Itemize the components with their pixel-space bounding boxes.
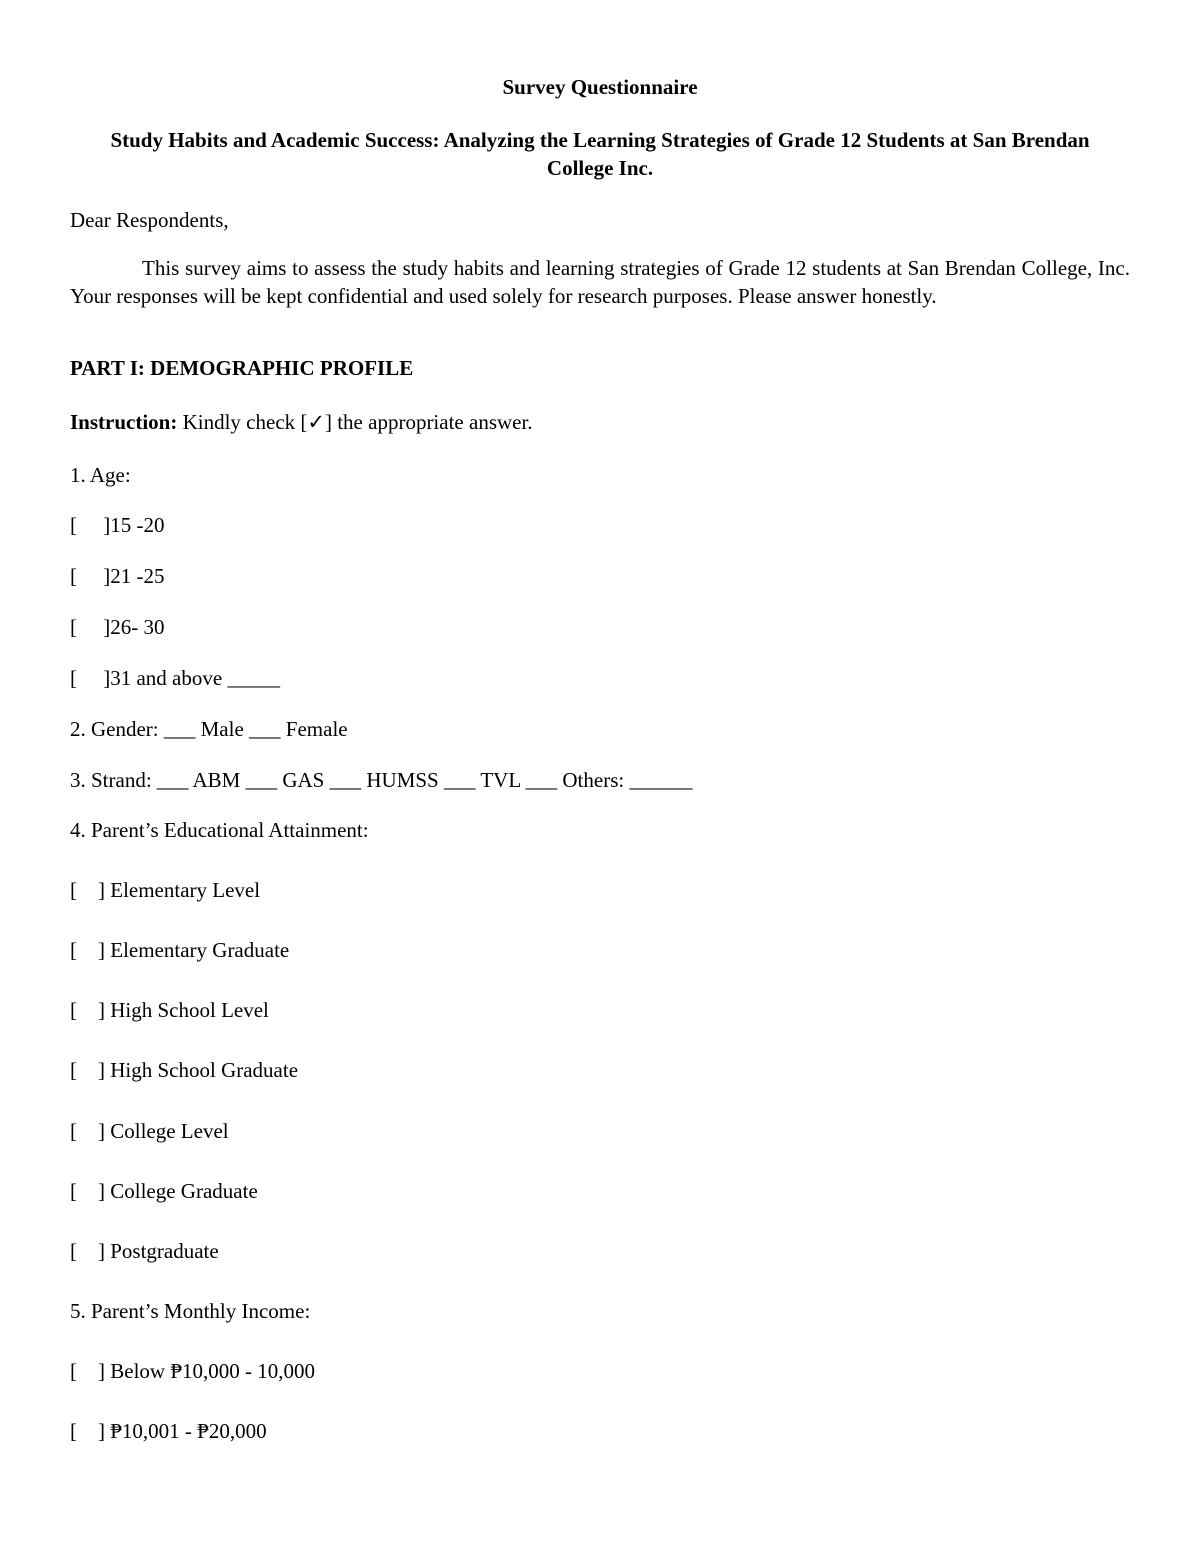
intro-paragraph: This survey aims to assess the study habits and learning strategies of Grade 12 students at San Brendan College, Inc. Your responses will be kept confidential and used solely for research purposes. Please answer honestly. [70, 256, 1130, 308]
education-option[interactable]: [ ] High School Graduate [70, 1058, 299, 1082]
education-option[interactable]: [ ] Elementary Graduate [70, 938, 290, 962]
document-subtitle: Study Habits and Academic Success: Analyzing the Learning Strategies of Grade 12 Students at San Brendan College Inc. [110, 128, 1090, 180]
instruction [70, 412, 533, 433]
question-age-label: 1. Age: [70, 463, 131, 487]
salutation: Dear Respondents, [70, 208, 229, 232]
education-option[interactable]: [ ] College Level [70, 1119, 229, 1143]
document-title: Survey Questionnaire [502, 75, 698, 99]
education-option[interactable]: [ ] Elementary Level [70, 878, 261, 902]
income-option[interactable]: [ ] Below ₱10,000 - 10,000 [70, 1359, 315, 1383]
question-strand[interactable]: 3. Strand: ___ ABM ___ GAS ___ HUMSS ___ TVL ___ Others: ______ [70, 768, 693, 792]
question-gender[interactable]: 2. Gender: ___ Male ___ Female [70, 717, 348, 741]
instruction-label: Instruction: [70, 410, 178, 434]
education-option[interactable]: [ ] College Graduate [70, 1179, 258, 1203]
income-option[interactable]: [ ] ₱10,001 - ₱20,000 [70, 1419, 267, 1443]
question-income-label: 5. Parent’s Monthly Income: [70, 1299, 311, 1323]
age-option[interactable]: [ ]21 -25 [70, 564, 165, 588]
part-heading: PART I: DEMOGRAPHIC PROFILE [70, 356, 414, 380]
age-option[interactable]: [ ]26- 30 [70, 615, 165, 639]
instruction-text: Kindly check [✓] the appropriate answer. [177, 410, 533, 434]
age-option[interactable]: [ ]15 -20 [70, 513, 165, 537]
age-option[interactable]: [ ]31 and above _____ [70, 666, 280, 690]
question-education-label: 4. Parent’s Educational Attainment: [70, 818, 369, 842]
education-option[interactable]: [ ] Postgraduate [70, 1239, 219, 1263]
education-option[interactable]: [ ] High School Level [70, 998, 269, 1022]
